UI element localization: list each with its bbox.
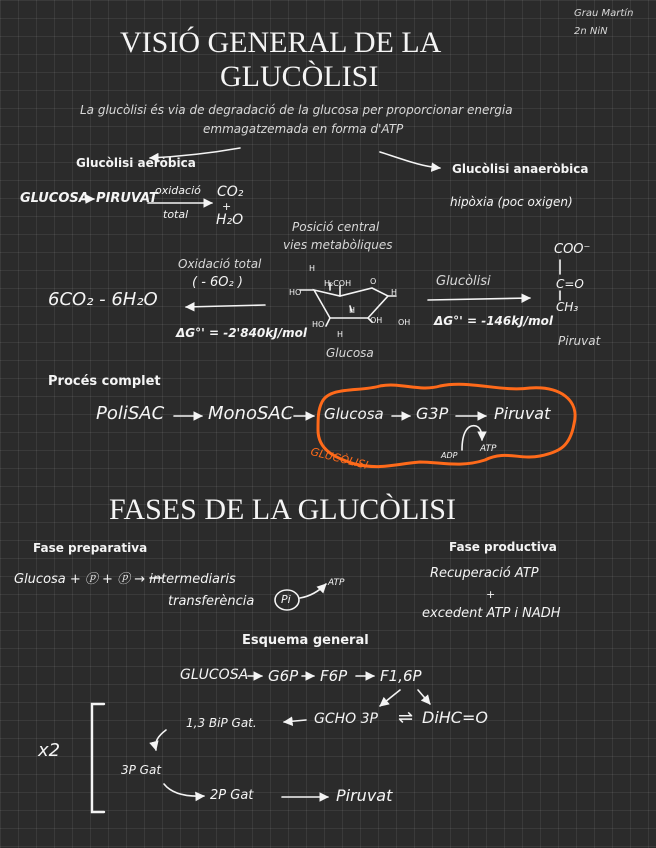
glucose-bonds	[300, 283, 396, 326]
esq-3p: 3P Gat	[121, 763, 162, 777]
author-class: 2n NiN	[574, 26, 608, 37]
aerobic-process-bottom: total	[163, 208, 189, 221]
piruvat-label: Piruvat	[558, 334, 601, 348]
mol-h-top: H	[309, 264, 316, 273]
arrow-to-anaerobic	[380, 152, 440, 168]
atp-curve	[462, 426, 482, 450]
esq-g6p: G6P	[268, 667, 299, 685]
mol-ho-left: HO	[289, 288, 302, 297]
mol-h-mid: H	[349, 306, 356, 315]
proces-monosac: MonoSAC	[208, 403, 294, 424]
arrow-3p-2p	[164, 784, 204, 796]
glucolisi-label: Glucòlisi	[436, 274, 491, 289]
pyruvate-co: C=O	[556, 277, 584, 291]
prep-atp: ATP	[328, 578, 345, 588]
esq-2p: 2P Gat	[210, 788, 254, 803]
prep-formula: Glucosa + ⓟ + ⓟ → intermediaris	[14, 572, 236, 587]
posicio-line1: Posició central	[292, 220, 380, 234]
proces-atp: ATP	[480, 444, 497, 454]
esq-f16p: F1,6P	[380, 667, 422, 685]
aerobic-glucosa: GLUCOSA	[20, 191, 89, 206]
mol-h-bottom: H	[337, 330, 344, 339]
proces-g3p: G3P	[416, 404, 449, 423]
esq-glucosa: GLUCOSA	[180, 667, 249, 683]
aerobic-plus: +	[222, 200, 232, 213]
mol-oh-bottom: OH	[370, 316, 383, 325]
fases-title: FASES DE LA GLUCÒLISI	[109, 493, 456, 526]
pyruvate-ch3: CH₃	[556, 300, 579, 314]
proces-polisac: PoliSAC	[96, 403, 165, 424]
anaerobic-label: Glucòlisi anaeròbica	[452, 162, 589, 176]
aerobic-process-top: oxidació	[155, 184, 201, 197]
intro-line2: emmagatzemada en forma d'ATP	[203, 122, 404, 136]
esquema-label: Esquema general	[242, 633, 369, 648]
proces-adp: ADP	[441, 451, 458, 460]
esq-piruvat: Piruvat	[336, 786, 393, 805]
arrow-pi-atp	[300, 584, 326, 598]
intro-line1: La glucòlisi és via de degradació de la glucosa per proporcionar energia	[80, 103, 513, 117]
prod-line1: Recuperació ATP	[430, 566, 539, 581]
esq-bip: 1,3 BiP Gat.	[186, 716, 257, 730]
proces-piruvat: Piruvat	[494, 404, 551, 423]
arrow-oxidacio-total	[186, 305, 265, 307]
products-6co2: 6CO₂ - 6H₂O	[48, 289, 158, 310]
arrow-gcho-bip	[284, 720, 306, 722]
prep-pi: Pi	[281, 593, 291, 606]
pi-circle	[275, 590, 299, 610]
arrow-f16p-gcho	[380, 690, 400, 706]
glucose-ring	[314, 288, 388, 318]
arrow-f16p-dihc	[418, 690, 430, 704]
prod-line2: excedent ATP i NADH	[422, 606, 561, 621]
aerobic-h2o: H₂O	[216, 212, 244, 228]
proces-label: Procés complet	[48, 374, 161, 389]
productiva-label: Fase productiva	[449, 540, 557, 554]
arrow-glucolisi	[428, 298, 530, 300]
esq-equilibrium: ⇌	[398, 707, 414, 728]
arrow-to-aerobic	[150, 148, 240, 158]
oxidacio-sub: ( - 6O₂ )	[192, 275, 243, 290]
preparativa-label: Fase preparativa	[33, 541, 148, 555]
mol-h-right: H	[391, 288, 398, 297]
aerobic-piruvat: PIRUVAT	[96, 191, 158, 206]
esq-gcho3p: GCHO 3P	[314, 711, 378, 727]
glucolisi-orange-label: GLUCÒLISI	[309, 445, 370, 472]
mol-o: O	[370, 277, 377, 286]
prep-transfer: transferència	[168, 594, 255, 609]
pyruvate-coo: COO⁻	[554, 242, 591, 257]
x2-bracket	[92, 704, 104, 812]
author-name: Grau Martín	[574, 8, 634, 19]
posicio-line2: vies metabòliques	[283, 238, 393, 252]
prod-plus: +	[486, 588, 496, 601]
page-title-line1: VISIÓ GENERAL DE LA	[120, 26, 442, 59]
esq-f6p: F6P	[320, 667, 348, 685]
mol-oh-right: OH	[398, 318, 411, 327]
glucolisi-enclosure	[318, 384, 575, 466]
proces-glucosa: Glucosa	[324, 405, 384, 423]
anaerobic-note: hipòxia (poc oxigen)	[450, 195, 573, 209]
arrow-bip-3p	[155, 730, 166, 750]
glucosa-label: Glucosa	[326, 346, 374, 360]
oxidacio-label: Oxidació total	[178, 257, 262, 271]
aerobic-co2: CO₂	[217, 184, 244, 200]
mol-h2coh: H₂COH	[324, 279, 352, 288]
mol-ho-bottom: HO	[312, 320, 325, 329]
esq-dihc: DiHC=O	[422, 708, 488, 727]
dg-left: ΔG°' = -2'840kJ/mol	[176, 326, 307, 340]
dg-right: ΔG°' = -146kJ/mol	[434, 314, 553, 328]
esq-x2: x2	[38, 740, 61, 761]
page-title-line2: GLUCÒLISI	[220, 60, 379, 93]
aerobic-label: Glucòlisi aeròbica	[76, 156, 196, 170]
